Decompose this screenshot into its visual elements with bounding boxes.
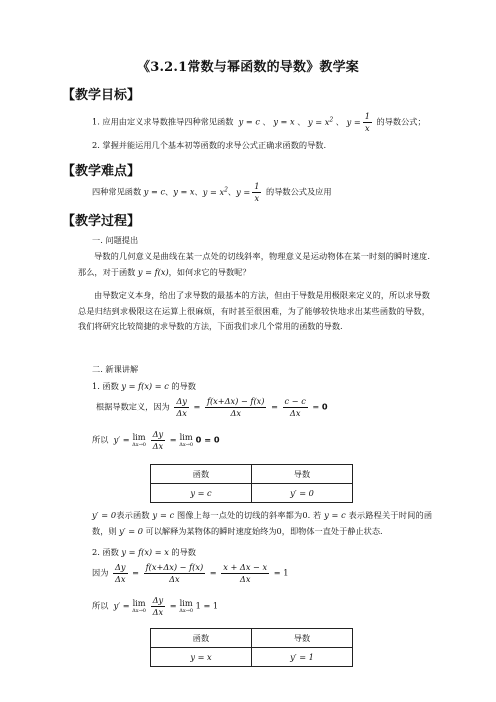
- case-1-explanation: y′ = 0表示函数 y = c 图像上每一点处的切线的斜率都为0. 若 y = c 表示路程关于时间的函数，则 y′ = 0 可以解释为某物体的瞬时速度始终为0，即物体一直处于静止状态.: [92, 510, 433, 536]
- derivative-table-2: [150, 628, 353, 667]
- table-2-func: y = x: [151, 648, 252, 667]
- table-2-header-deriv: 导数: [252, 629, 353, 648]
- difficulty-suffix: 的导数公式及应用: [266, 186, 332, 197]
- section-2-title: 二. 新课讲解: [92, 364, 139, 374]
- case-2-limit: 所以 y′ = lim Δx→0 $\frac{\Delta y}{\Delta x}$ = lim Δx→0 1 = 1: [92, 595, 219, 617]
- paragraph-1: 导数的几何意义是曲线在某一点处的切线斜率，物理意义是运动物体在某一时刻的瞬时速度. 那么，对于函数 y = f(x)，如何求它的导数呢？: [78, 251, 430, 277]
- formula-y-x2: $y = x^2$: [305, 115, 334, 127]
- table-1-deriv: y′ = 0: [252, 484, 353, 503]
- formula-y-1-over-x: y = $\frac{1}{x}$: [344, 111, 370, 133]
- table-1-func: y = c: [151, 484, 252, 503]
- page-title: 《3.2.1常数与幂函数的导数》教学案: [137, 60, 359, 75]
- formula-y-x: y = x: [270, 116, 298, 127]
- difficulty-heading: 【教学难点】: [62, 164, 141, 179]
- derivative-table-1: [150, 464, 353, 503]
- formula-y-c: y = c: [236, 116, 263, 127]
- table-1-header-func: 函数: [151, 465, 252, 484]
- case-1-title: 1. 函数 y = f(x) = c 的导数: [92, 381, 196, 391]
- section-1-title: 一. 问题提出: [92, 235, 139, 245]
- case-1-limit: 所以 y′ = lim Δx→0 $\frac{\Delta y}{\Delta x}$ = lim Δx→0 0 = 0: [92, 429, 220, 451]
- table-1-header-deriv: 导数: [252, 465, 353, 484]
- objective-item-2: 2. 掌握并能运用几个基本初等函数的求导公式正确求函数的导数.: [92, 140, 327, 150]
- case-1-derivation: 根据导数定义，因为 $\frac{\Delta y}{\Delta x}$ = $\frac{f(x+\Delta x) - f(x)}{\Delta x}$ = $\frac{c - c}{\Delta x}$ = 0: [96, 396, 328, 418]
- case-2-title: 2. 函数 y = f(x) = x 的导数: [92, 547, 196, 557]
- objectives-heading: 【教学目标】: [62, 88, 141, 103]
- difficulty-text: 四种常见函数 y = c、y = x、$y = x^2$、y = $\frac{1}{x}$ 的导数公式及应用: [92, 181, 332, 203]
- objective-item-1: 1. 应用由定义求导数推导四种常见函数 y = c 、 y = x 、 $y = x^2$ 、 y = $\frac{1}{x}$ 的导数公式；: [92, 111, 426, 133]
- case-2-derivation: 因为 $\frac{\Delta y}{\Delta x}$ = $\frac{f(x+\Delta x) - f(x)}{\Delta x}$ = $\frac{x + \Delta x - x}{\Delta x}$ = 1: [92, 562, 289, 584]
- table-2-header-func: 函数: [151, 629, 252, 648]
- difficulty-prefix: 四种常见函数: [92, 186, 142, 197]
- objective-item-1-suffix: 的导数公式；: [376, 116, 426, 127]
- table-2-deriv: y′ = 1: [252, 648, 353, 667]
- process-heading: 【教学过程】: [62, 214, 141, 229]
- objective-item-1-prefix: 1. 应用由定义求导数推导四种常见函数: [92, 116, 234, 127]
- paragraph-2: 由导数定义本身，给出了求导数的最基本的方法，但由于导数是用极限来定义的，所以求导数总是归结到求极限这在运算上很麻烦，有时甚至很困难，为了能够较快地求出某些函数的导数，我们将研究比较简捷的求导数的方法，下面我们求几个常用的函数的导数.: [78, 290, 430, 331]
